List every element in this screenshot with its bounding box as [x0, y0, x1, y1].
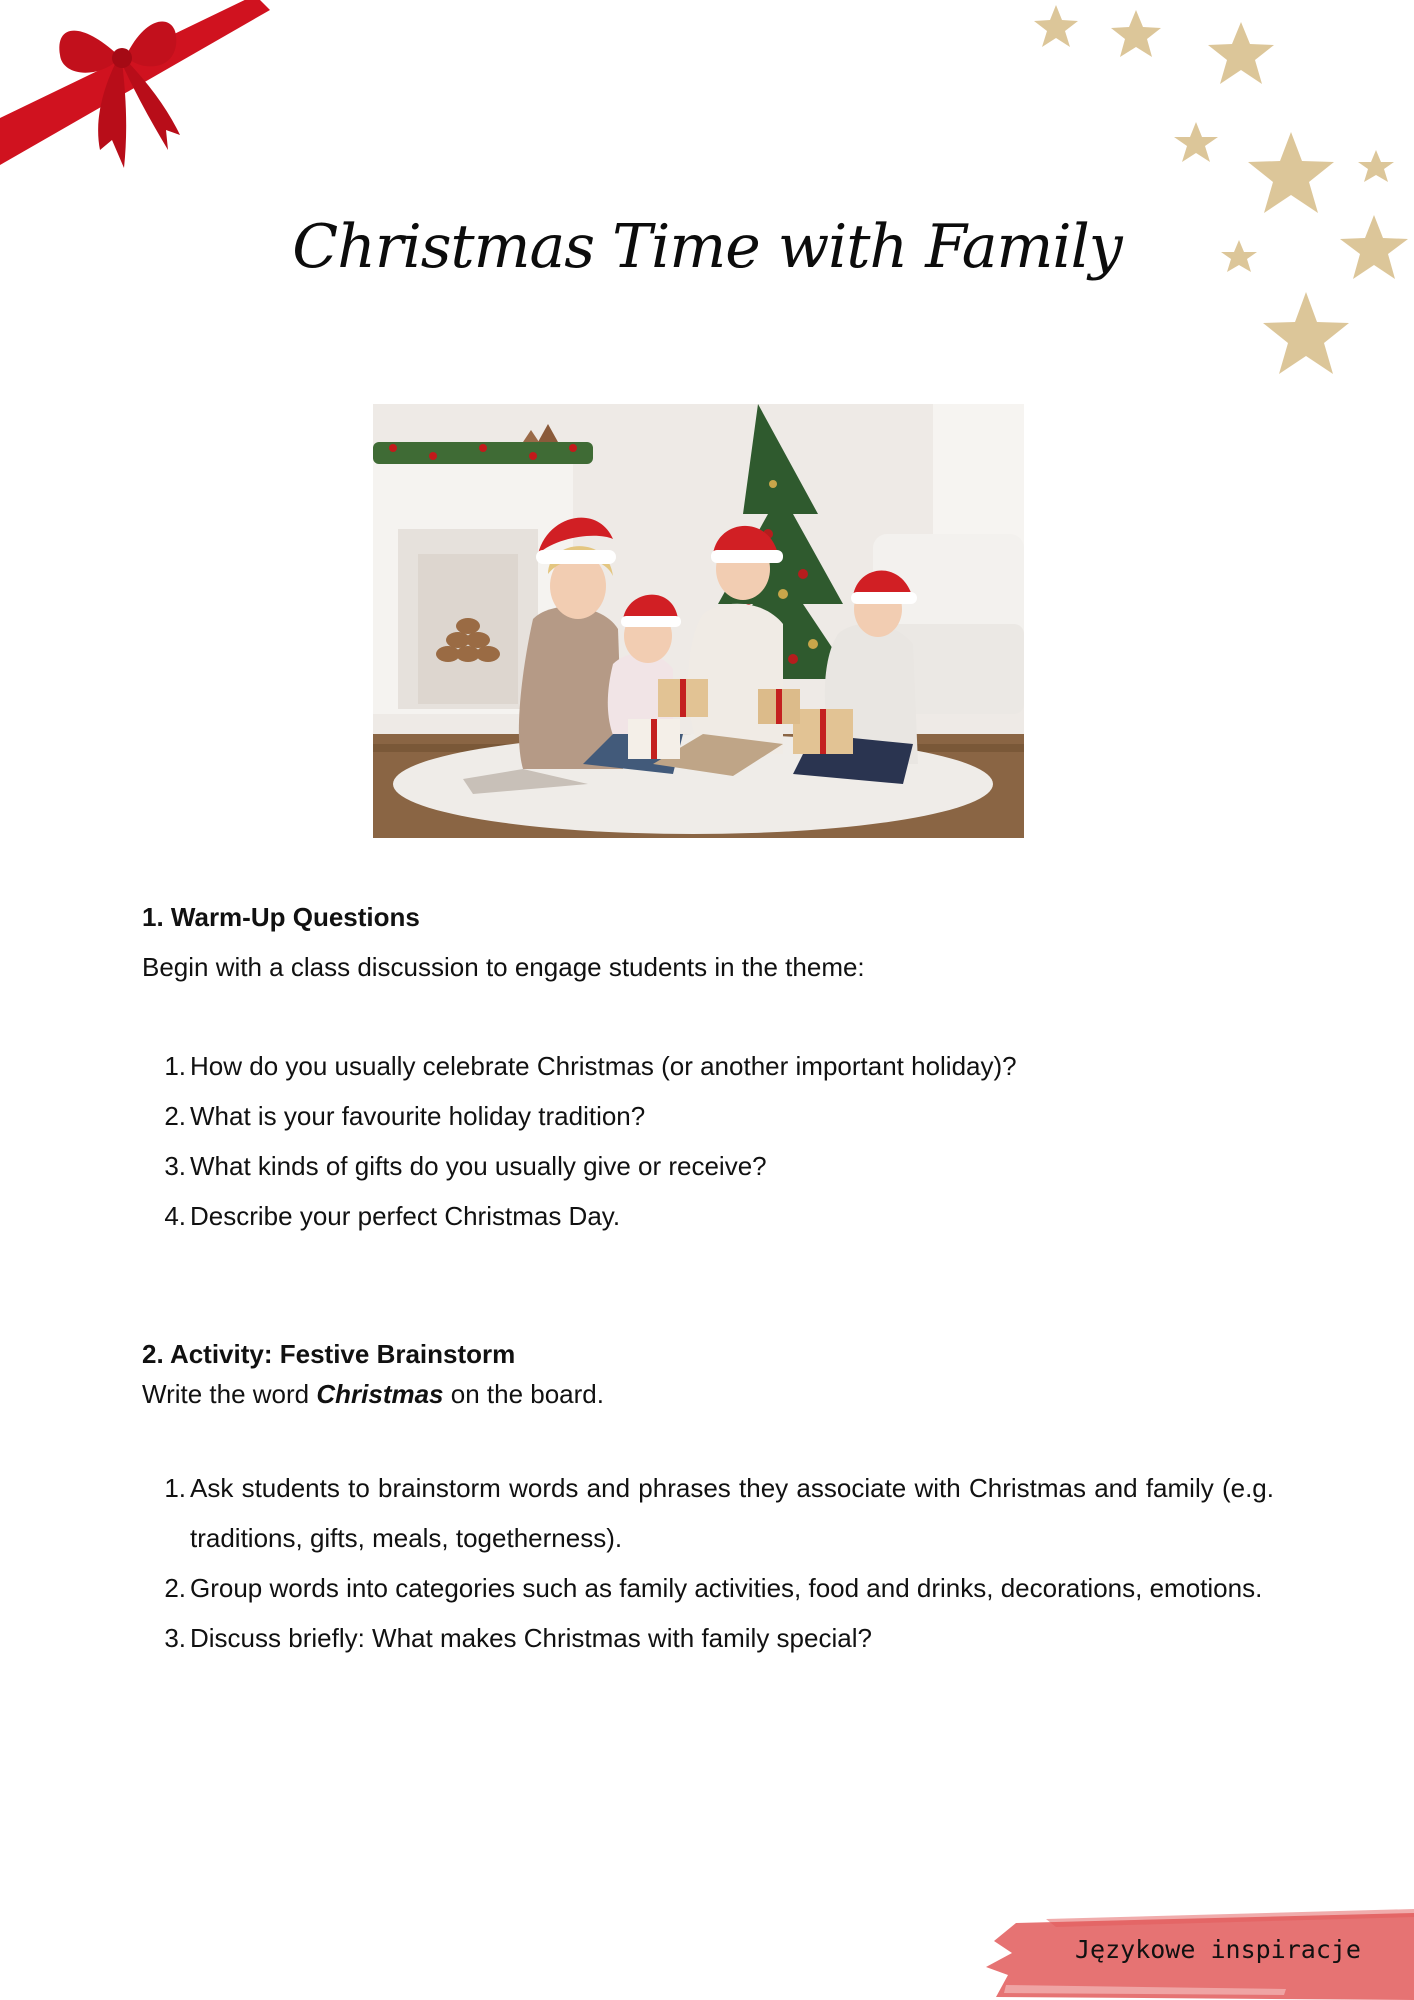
family-christmas-photo	[373, 404, 1024, 838]
list-item: 2. Group words into categories such as family activities, food and drinks, decorations, emotions.	[164, 1573, 1263, 1603]
section-heading-activity: 2. Activity: Festive Brainstorm	[142, 1339, 516, 1369]
stars-decoration	[974, 0, 1414, 410]
list-item: 3. Discuss briefly: What makes Christmas with family special?	[164, 1623, 872, 1653]
list-item: 4. Describe your perfect Christmas Day.	[164, 1201, 621, 1231]
ribbon-bow-decoration	[0, 0, 270, 190]
list-item: 3. What kinds of gifts do you usually give or receive?	[164, 1151, 767, 1181]
emphasis-word: Christmas	[316, 1379, 444, 1409]
section-intro-warm-up: Begin with a class discussion to engage students in the theme:	[142, 952, 865, 982]
warm-up-question-list	[142, 1041, 1274, 1241]
footer-brand: Językowe inspiracje	[1075, 1935, 1361, 1964]
page-title: Christmas Time with Family	[292, 212, 1122, 282]
list-item: 1. How do you usually celebrate Christmas (or another important holiday)?	[164, 1051, 1017, 1081]
section-heading-warm-up: 1. Warm-Up Questions	[142, 902, 420, 932]
list-item: 1. Ask students to brainstorm words and phrases they associate with Christmas and family (e.g. traditions, gifts, meals, togetherness).	[164, 1473, 1274, 1553]
activity-steps-list	[142, 1463, 1274, 1663]
list-item: 2. What is your favourite holiday tradition?	[164, 1101, 646, 1131]
section-intro-activity: Write the word Christmas on the board.	[142, 1379, 604, 1409]
